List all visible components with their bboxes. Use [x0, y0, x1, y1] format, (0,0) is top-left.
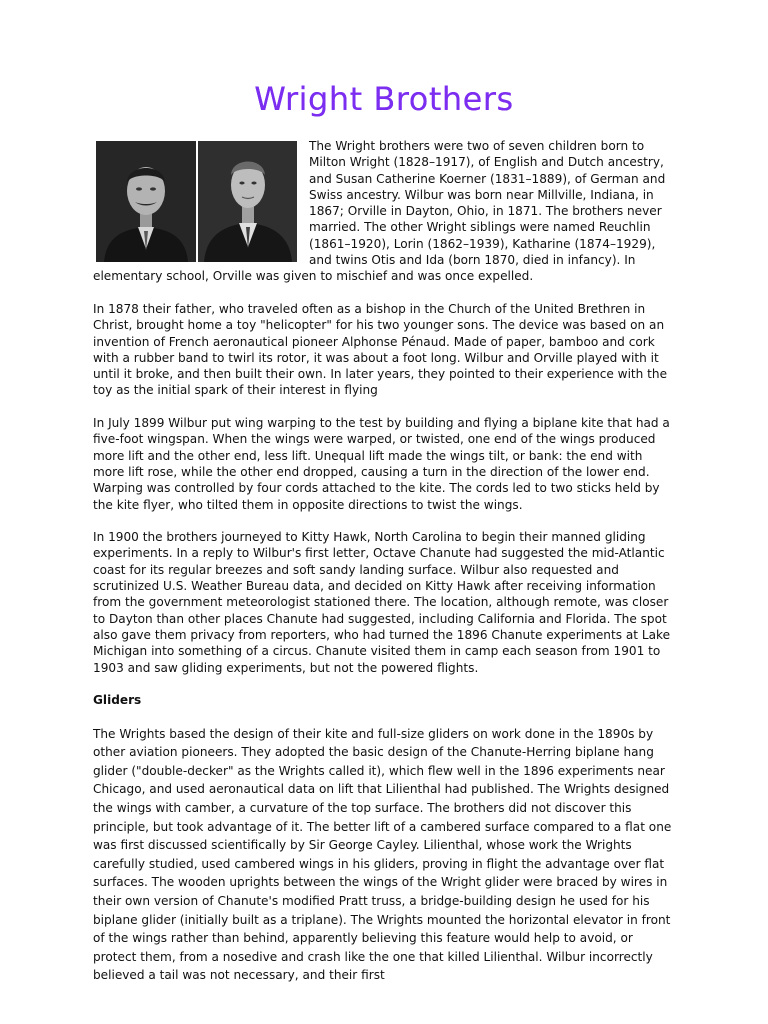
document-body [93, 138, 675, 1001]
section-heading-gliders: Gliders [93, 693, 142, 708]
portrait-orville [96, 141, 196, 262]
portrait-wilbur [198, 141, 298, 262]
document-title [0, 80, 768, 118]
portrait-wilbur-figure [198, 141, 298, 262]
wright-brothers-photo [96, 141, 297, 262]
paragraph-3: In July 1899 Wilbur put wing warping to the test by building and flying a biplane kite that had a five-foot wingspan. When the wings were warped, or twisted, one end of the wings produced more lift and the other end, less lift. Unequal lift made the wings tilt, or bank: the end with more lift rose, while the other end dropped, causing a turn in the direction of the lower end. Warping was controlled by four cords attached to the kite. The cords led to two sticks held by the kite flyer, who tilted them in opposite directions to twist the wings. [93, 416, 670, 512]
paragraph-gliders: The Wrights based the design of their kite and full-size gliders on work done in the 1890s by other aviation pioneers. They adopted the basic design of the Chanute-Herring biplane hang glider ("double-decker" as the Wrights called it), which flew well in the 1896 experiments near Chicago, and used aeronautical data on lift that Lilienthal had published. The Wrights designed the wings with camber, a curvature of the top surface. The brothers did not discover this principle, but took advantage of it. The better lift of a cambered surface compared to a flat one was first discussed scientifically by Sir George Cayley. Lilienthal, whose work the Wrights carefully studied, used cambered wings in his gliders, proving in flight the advantage over flat surfaces. The wooden uprights between the wings of the Wright glider were braced by wires in their own version of Chanute's modified Pratt truss, a bridge-building design he used for his biplane glider (initially built as a triplane). The Wrights mounted the horizontal elevator in front of the wings rather than behind, apparently believing this feature would help to avoid, or protect them, from a nosedive and crash like the one that killed Lilienthal. Wilbur incorrectly believed a tail was not necessary, and their first [93, 726, 672, 983]
paragraph-2: In 1878 their father, who traveled often as a bishop in the Church of the United Brethren in Christ, brought home a toy "helicopter" for his two younger sons. The device was based on an invention of French aeronautical pioneer Alphonse Pénaud. Made of paper, bamboo and cork with a rubber band to twirl its rotor, it was about a foot long. Wilbur and Orville played with it until it broke, and then built their own. In later years, they pointed to their experience with the toy as the initial spark of their interest in flying [93, 301, 668, 398]
document-title-text: Wright Brothers [254, 80, 514, 118]
paragraph-1: The Wright brothers were two of seven children born to Milton Wright (1828–1917), of English and Dutch ancestry, and Susan Catherine Koerner (1831–1889), of German and Swiss ancestry. Wilbur was born near Millville, Indiana, in 1867; Orville in Dayton, Ohio, in 1871. The brothers never married. The other Wright siblings were named Reuchlin (1861–1920), Lorin (1862–1939), Katharine (1874–1929), and twins Otis and Ida (born 1870, died in infancy). In elementary school, Orville was given to mischief and was once expelled. [93, 139, 666, 284]
portrait-orville-figure [96, 141, 196, 262]
paragraph-4: In 1900 the brothers journeyed to Kitty Hawk, North Carolina to begin their manned gliding experiments. In a reply to Wilbur's first letter, Octave Chanute had suggested the mid-Atlantic coast for its regular breezes and soft sandy landing surface. Wilbur also requested and scrutinized U.S. Weather Bureau data, and decided on Kitty Hawk after receiving information from the government meteorologist stationed there. The location, although remote, was closer to Dayton than other places Chanute had suggested, including California and Florida. The spot also gave them privacy from reporters, who had turned the 1896 Chanute experiments at Lake Michigan into something of a circus. Chanute visited them in camp each season from 1901 to 1903 and saw gliding experiments, but not the powered flights. [93, 530, 671, 675]
